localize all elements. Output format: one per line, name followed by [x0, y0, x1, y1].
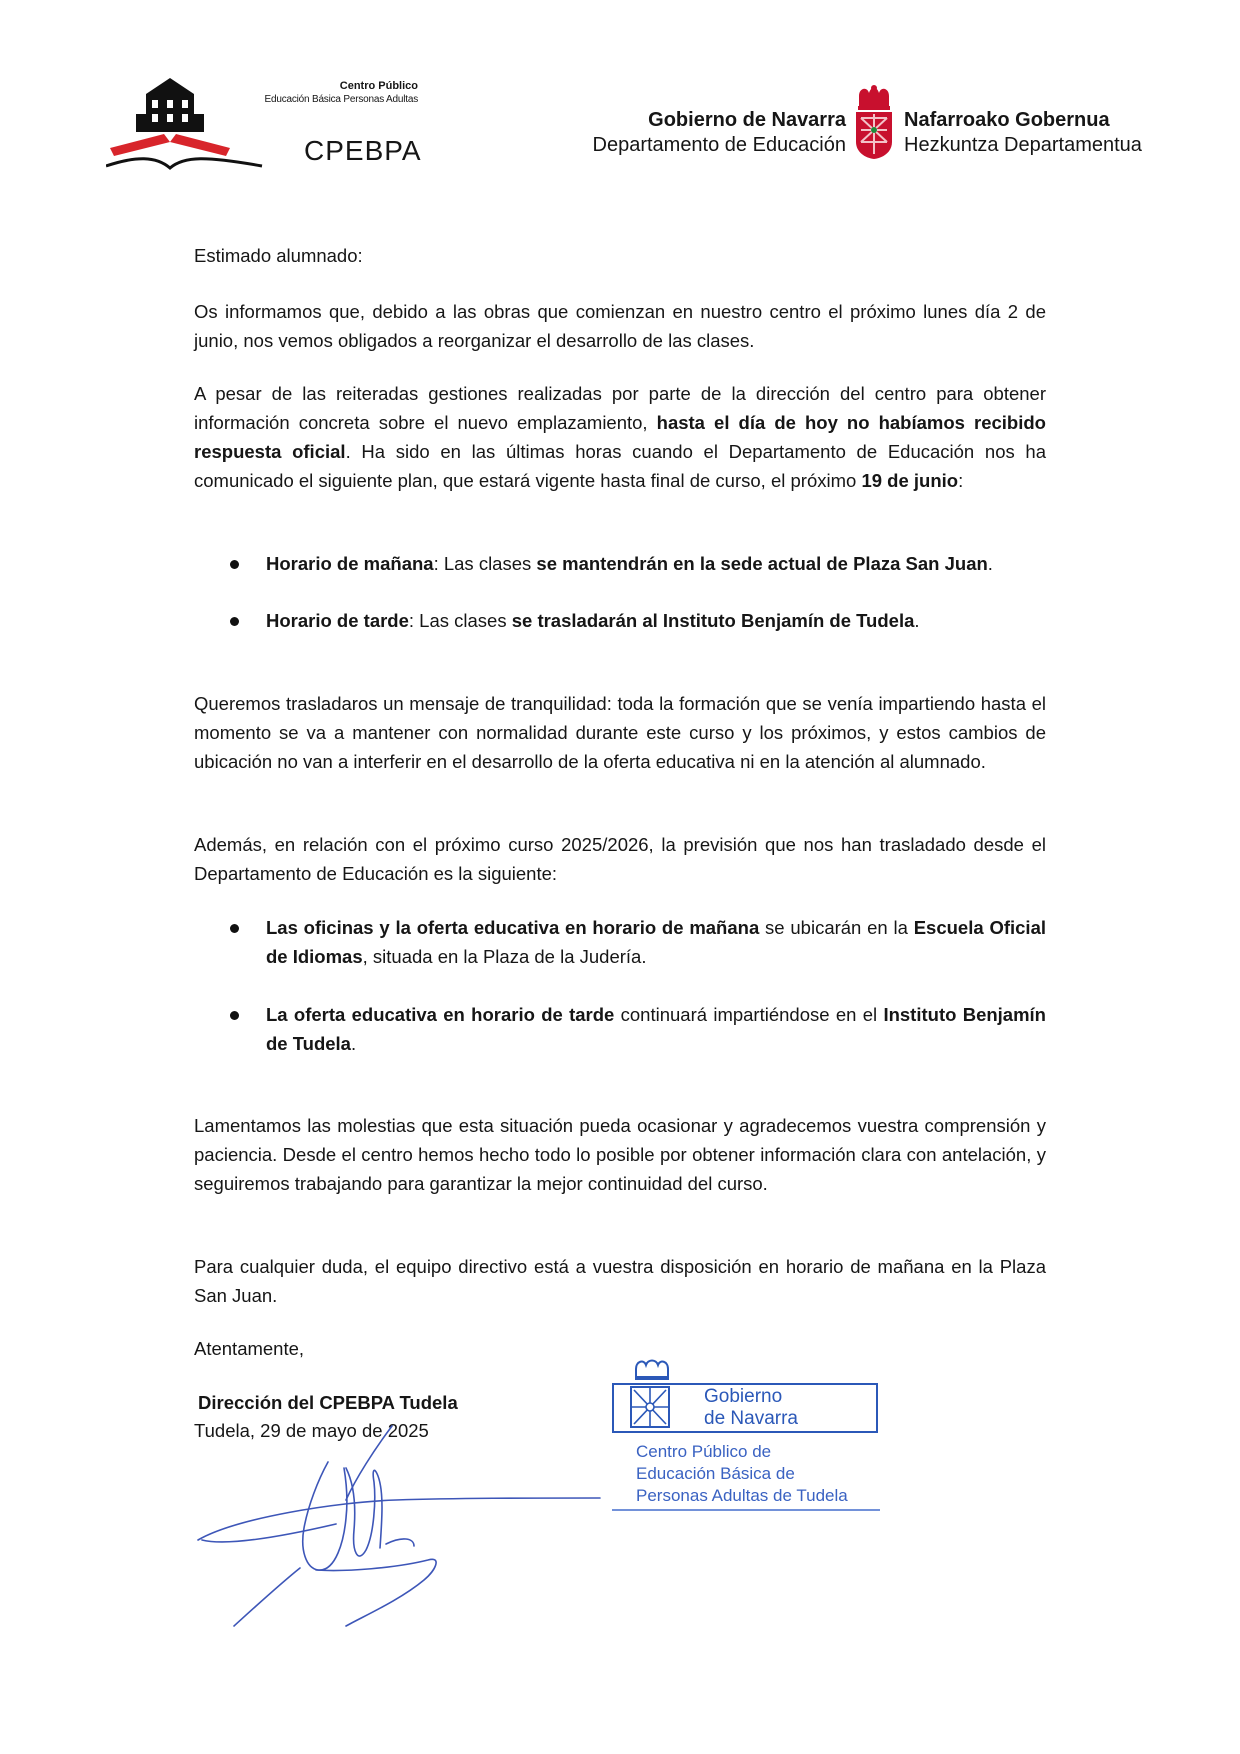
stamp-line-2: Educación Básica de: [636, 1464, 795, 1483]
stamp-gov-line-1: Gobierno: [704, 1386, 783, 1407]
stamp-shield-icon: [628, 1384, 672, 1430]
stamp-line-3: Personas Adultas de Tudela: [636, 1486, 848, 1505]
paragraph-4: Además, en relación con el próximo curso 2025/2026, la previsión que nos han trasladado desde el Departamento de Educación es la siguiente:: [194, 834, 1046, 884]
closing: Atentamente,: [194, 1338, 305, 1359]
paragraph-3: Queremos trasladaros un mensaje de tranquilidad: toda la formación que se venía impartiendo hasta el momento se va a mantener con normalidad durante este curso y los próximos, y estos cambios de ubicación no van a interferir en el desarrollo de la oferta educativa ni en la atención al alumnado.: [194, 693, 1046, 772]
list-item: La oferta educativa en horario de tarde continuará impartiéndose en el Instituto Benjamín de Tudela.: [230, 1000, 1046, 1058]
stamp-crown-icon: [632, 1357, 672, 1381]
list-item: Horario de tarde: Las clases se trasladarán al Instituto Benjamín de Tudela.: [230, 606, 1046, 635]
bullet-icon: [230, 560, 239, 569]
navarra-crest-icon: [853, 84, 895, 160]
paragraph-6: Para cualquier duda, el equipo directivo está a vuestra disposición en horario de mañana en la Plaza San Juan.: [194, 1256, 1046, 1306]
salutation: Estimado alumnado:: [194, 245, 363, 266]
signer: Dirección del CPEBPA Tudela: [198, 1392, 458, 1413]
list-item: Horario de mañana: Las clases se mantendrán en la sede actual de Plaza San Juan.: [230, 549, 1046, 578]
bullet-icon: [230, 1011, 239, 1020]
gov-dept-es: Departamento de Educación: [592, 134, 846, 156]
handwritten-signature: [196, 1420, 606, 1630]
gov-name-eu: Nafarroako Gobernua: [904, 109, 1110, 131]
stamp-line-1: Centro Público de: [636, 1442, 772, 1461]
paragraph-2: A pesar de las reiteradas gestiones realizadas por parte de la dirección del centro para obtener información concreta sobre el nuevo emplazamiento, hasta el día de hoy no habíamos recibido respuesta oficial. Ha sido en las últimas horas cuando el Departamento de Educación nos ha comunicado el siguiente plan, que estará vigente hasta final de curso, el próximo 19 de junio:: [194, 383, 1046, 491]
stamp-gov-line-2: de Navarra: [704, 1408, 798, 1429]
place-date: Tudela, 29 de mayo de 2025: [194, 1420, 429, 1441]
center-acronym: CPEBPA: [304, 135, 422, 166]
paragraph-5: Lamentamos las molestias que esta situación pueda ocasionar y agradecemos vuestra comprensión y paciencia. Desde el centro hemos hecho todo lo posible por obtener información clara con antelación, y seguiremos trabajando para garantizar la mejor continuidad del curso.: [194, 1115, 1046, 1194]
bullet-icon: [230, 924, 239, 933]
center-type: Centro Público: [339, 80, 418, 92]
stamp-underline: [612, 1509, 880, 1511]
bullet-icon: [230, 617, 239, 626]
paragraph-1: Os informamos que, debido a las obras que comienzan en nuestro centro el próximo lunes día 2 de junio, nos vemos obligados a reorganizar el desarrollo de las clases.: [194, 301, 1046, 351]
gov-dept-eu: Hezkuntza Departamentua: [904, 134, 1142, 156]
gov-name-es: Gobierno de Navarra: [648, 109, 846, 131]
center-name: Educación Básica Personas Adultas: [264, 94, 418, 105]
list-item: Las oficinas y la oferta educativa en horario de mañana se ubicarán en la Escuela Oficial de Idiomas, situada en la Plaza de la Judería.: [230, 913, 1046, 971]
